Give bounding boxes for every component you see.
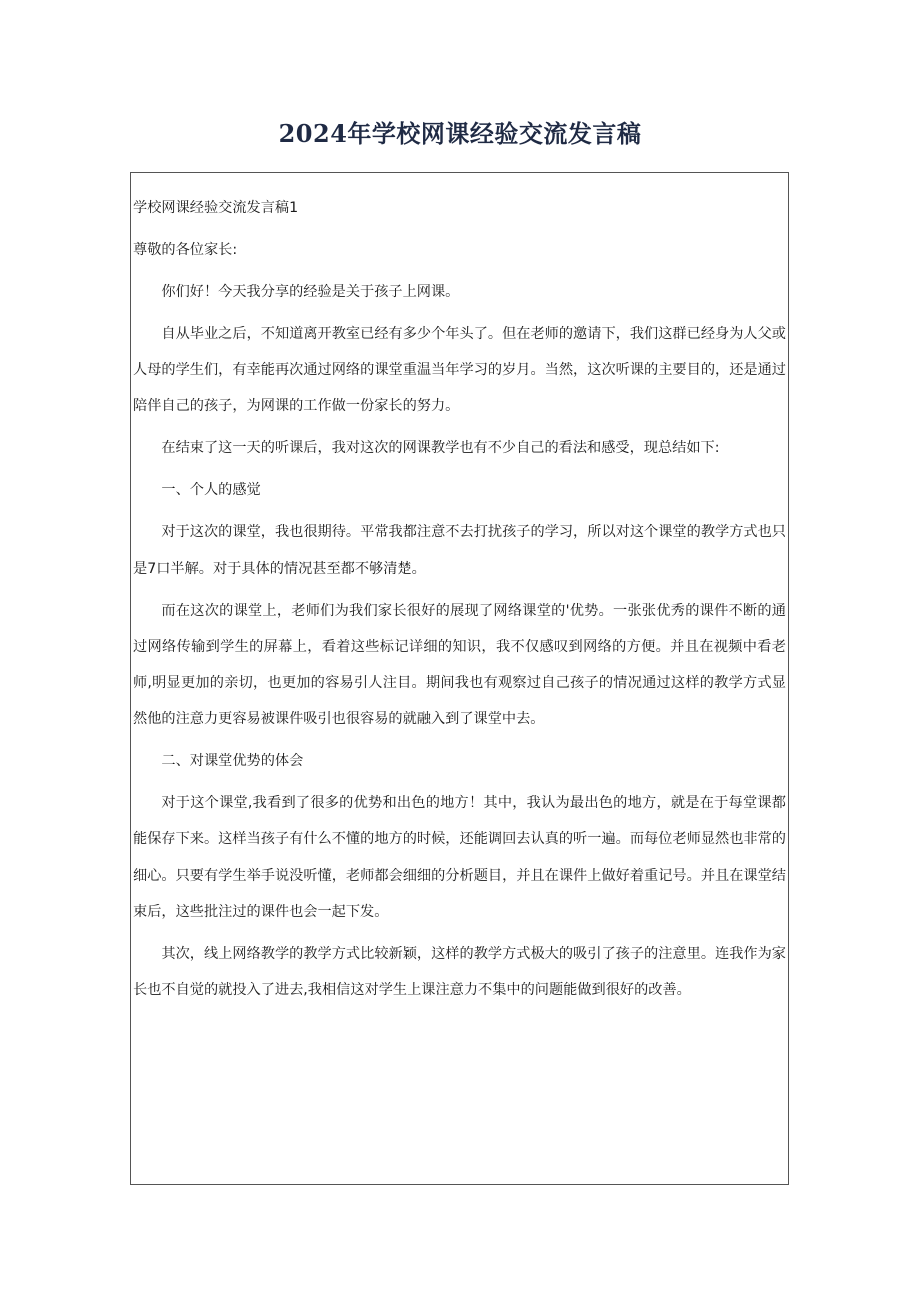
subheading-classroom-advantages: 二、对课堂优势的体会	[161, 753, 304, 770]
paragraph-greeting: 你们好！今天我分享的经验是关于孩子上网课。	[161, 284, 460, 300]
paragraph-summary-lead: 在结束了这一天的听课后，我对这次的网课教学也有不少自己的看法和感受，现总结如下:	[161, 440, 720, 457]
paragraph-novel-teaching: 其次，线上网络教学的教学方式比较新颖，这样的教学方式极大的吸引了孩子的注意里。连我作为家长也不自觉的就投入了进去,我相信这对学生上课注意力不集中的问题能做到很好的改善。	[133, 945, 786, 999]
document-title: 2024年学校网课经验交流发言稿	[278, 119, 642, 148]
salutation: 尊敬的各位家长:	[133, 242, 238, 258]
subheading-personal-feeling: 一、个人的感觉	[161, 482, 261, 499]
paragraph-expectation: 对于这次的课堂，我也很期待。平常我都注意不去打扰孩子的学习，所以对这个课堂的教学方式也只是7口半解。对于具体的情况甚至都不够清楚。	[133, 524, 786, 577]
document-frame	[130, 172, 789, 1185]
document-body	[133, 190, 786, 1008]
paragraph-online-advantages: 而在这次的课堂上，老师们为我们家长很好的展现了网络课堂的'优势。一张张优秀的课件不断的通过网络传输到学生的屏幕上，看着这些标记详细的知识，我不仅感叹到网络的方便。并且在视频中看老师,明显更加的亲切，也更加的容易引人注目。期间我也有观察过自己孩子的情况通过这样的教学方式显然他的注意力更容易被课件吸引也很容易的就融入到了课堂中去。	[133, 602, 786, 728]
section-heading: 学校网课经验交流发言稿1	[133, 200, 299, 216]
paragraph-intro: 自从毕业之后，不知道离开教室已经有多少个年头了。但在老师的邀请下，我们这群已经身为人父或人母的学生们，有幸能再次通过网络的课堂重温当年学习的岁月。当然，这次听课的主要目的，还是通过陪伴自己的孩子，为网课的工作做一份家长的努力。	[133, 326, 786, 415]
paragraph-recorded-lessons: 对于这个课堂,我看到了很多的优势和出色的地方！其中，我认为最出色的地方，就是在于每堂课都能保存下来。这样当孩子有什么不懂的地方的时候，还能调回去认真的听一遍。而每位老师显然也非常的细心。只要有学生举手说没听懂，老师都会细细的分析题目，并且在课件上做好着重记号。并且在课堂结束后，这些批注过的课件也会一起下发。	[133, 795, 786, 920]
